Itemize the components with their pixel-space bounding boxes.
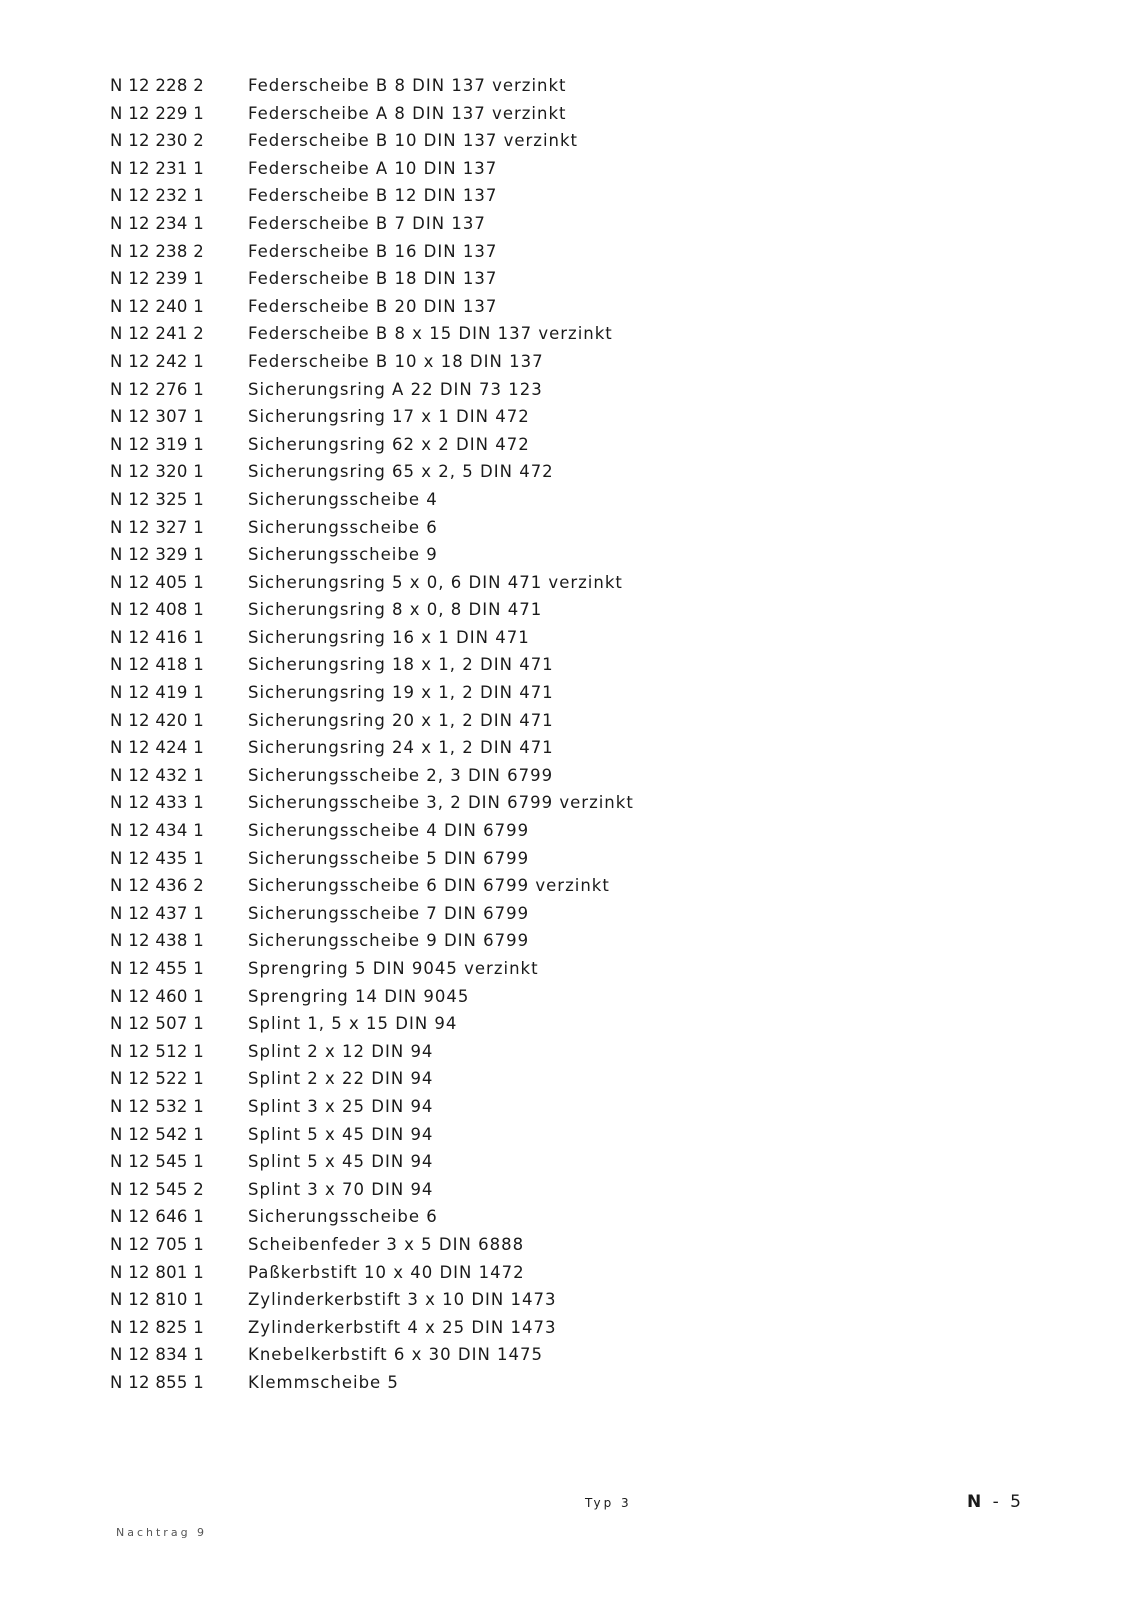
part-description: Sicherungsscheibe 4 DIN 6799 [248,821,530,841]
list-item [110,541,810,569]
footer-supplement: Nachtrag 9 [116,1526,208,1539]
part-description: Sprengring 5 DIN 9045 verzinkt [248,959,539,978]
list-item [110,1286,810,1314]
list-item [110,1010,810,1038]
part-number: N 12 460 1 [110,986,205,1006]
list-item [110,210,810,238]
part-description: Sicherungsring 19 x 1, 2 DIN 471 [248,683,554,703]
list-item [110,155,810,183]
part-description: Splint 2 x 12 DIN 94 [248,1041,434,1061]
part-number: N 12 435 1 [110,848,205,868]
list-item [110,1203,810,1231]
part-description: Federscheibe B 16 DIN 137 [248,241,498,261]
list-item [110,293,810,321]
part-description: Splint 1, 5 x 15 DIN 94 [248,1014,458,1034]
part-description: Klemmscheibe 5 [248,1372,399,1392]
parts-list [110,72,810,1397]
part-number: N 12 238 2 [110,241,205,261]
part-description: Federscheibe A 10 DIN 137 [248,158,498,178]
part-number: N 12 545 2 [110,1179,205,1199]
part-description: Sicherungsring 5 x 0, 6 DIN 471 verzinkt [248,572,623,592]
list-item [110,403,810,431]
part-description: Sicherungsring 65 x 2, 5 DIN 472 [248,462,554,482]
part-description: Sicherungsring 17 x 1 DIN 472 [248,407,530,427]
list-item [110,845,810,873]
list-item [110,238,810,266]
part-description: Sicherungsscheibe 9 [248,545,438,565]
part-description: Federscheibe B 12 DIN 137 [248,186,498,206]
part-description: Splint 5 x 45 DIN 94 [248,1124,434,1144]
part-number: N 12 319 1 [110,434,205,454]
part-description: Sicherungsscheibe 3, 2 DIN 6799 verzinkt [248,793,634,813]
part-description: Federscheibe B 7 DIN 137 [248,213,486,233]
part-number: N 12 825 1 [110,1317,205,1337]
list-item [110,569,810,597]
part-description: Knebelkerbstift 6 x 30 DIN 1475 [248,1345,544,1365]
part-number: N 12 418 1 [110,655,205,675]
list-item [110,127,810,155]
part-number: N 12 438 1 [110,931,205,951]
part-description: Sprengring 14 DIN 9045 [248,986,470,1006]
part-description: Federscheibe B 20 DIN 137 [248,296,498,316]
list-item [110,1231,810,1259]
part-description: Sicherungsscheibe 2, 3 DIN 6799 [248,765,554,785]
part-number: N 12 420 1 [110,710,205,730]
part-number: N 12 242 1 [110,351,205,371]
part-description: Federscheibe B 18 DIN 137 [248,269,498,289]
list-item [110,707,810,735]
part-description: Sicherungsscheibe 6 [248,1207,438,1227]
list-item [110,596,810,624]
list-item [110,72,810,100]
part-number: N 12 455 1 [110,959,205,978]
list-item [110,1259,810,1287]
list-item [110,182,810,210]
list-item [110,348,810,376]
part-description: Sicherungsring 8 x 0, 8 DIN 471 [248,600,543,620]
part-description: Federscheibe B 10 x 18 DIN 137 [248,351,544,371]
part-description: Sicherungsring 62 x 2 DIN 472 [248,434,530,454]
part-number: N 12 424 1 [110,738,205,758]
list-item [110,1093,810,1121]
part-number: N 12 228 2 [110,76,205,95]
list-item [110,1148,810,1176]
part-number: N 12 542 1 [110,1124,205,1144]
part-description: Sicherungsring A 22 DIN 73 123 [248,379,543,399]
part-description: Sicherungsscheibe 9 DIN 6799 [248,931,530,951]
part-number: N 12 239 1 [110,269,205,289]
list-item [110,983,810,1011]
list-item [110,817,810,845]
list-item [110,458,810,486]
part-number: N 12 276 1 [110,379,205,399]
part-number: N 12 230 2 [110,131,205,151]
list-item [110,100,810,128]
list-item [110,1369,810,1397]
part-number: N 12 437 1 [110,903,205,923]
list-item [110,872,810,900]
list-item [110,900,810,928]
part-description: Splint 3 x 70 DIN 94 [248,1179,434,1199]
list-item [110,1314,810,1342]
list-item [110,514,810,542]
part-number: N 12 307 1 [110,407,205,427]
list-item [110,376,810,404]
list-item [110,1176,810,1204]
part-description: Sicherungsscheibe 6 DIN 6799 verzinkt [248,876,610,896]
part-description: Sicherungsring 18 x 1, 2 DIN 471 [248,655,554,675]
part-number: N 12 436 2 [110,876,205,896]
part-number: N 12 329 1 [110,545,205,565]
part-description: Zylinderkerbstift 4 x 25 DIN 1473 [248,1317,557,1337]
part-description: Scheibenfeder 3 x 5 DIN 6888 [248,1234,525,1254]
part-number: N 12 432 1 [110,765,205,785]
part-number: N 12 325 1 [110,489,205,509]
part-description: Federscheibe B 8 DIN 137 verzinkt [248,76,567,95]
part-number: N 12 801 1 [110,1262,205,1282]
list-item [110,624,810,652]
part-number: N 12 433 1 [110,793,205,813]
part-description: Sicherungsring 20 x 1, 2 DIN 471 [248,710,554,730]
part-description: Sicherungsscheibe 7 DIN 6799 [248,903,530,923]
part-description: Federscheibe A 8 DIN 137 verzinkt [248,103,567,123]
part-number: N 12 231 1 [110,158,205,178]
part-number: N 12 229 1 [110,103,205,123]
part-number: N 12 419 1 [110,683,205,703]
part-number: N 12 405 1 [110,572,205,592]
part-description: Splint 2 x 22 DIN 94 [248,1069,434,1089]
list-item [110,486,810,514]
list-item [110,265,810,293]
part-description: Sicherungsscheibe 5 DIN 6799 [248,848,530,868]
list-item [110,651,810,679]
list-item [110,1121,810,1149]
part-number: N 12 434 1 [110,821,205,841]
list-item [110,320,810,348]
part-number: N 12 834 1 [110,1345,205,1365]
list-item [110,762,810,790]
part-number: N 12 408 1 [110,600,205,620]
part-description: Splint 5 x 45 DIN 94 [248,1152,434,1172]
footer-type-label: Typ 3 [585,1496,632,1510]
list-item [110,927,810,955]
part-number: N 12 327 1 [110,517,205,537]
list-item [110,431,810,459]
part-description: Federscheibe B 10 DIN 137 verzinkt [248,131,579,151]
part-description: Sicherungsscheibe 4 [248,489,438,509]
list-item [110,679,810,707]
part-number: N 12 646 1 [110,1207,205,1227]
part-description: Federscheibe B 8 x 15 DIN 137 verzinkt [248,324,613,344]
page-prefix: N [967,1492,985,1512]
part-number: N 12 507 1 [110,1014,205,1034]
part-number: N 12 545 1 [110,1152,205,1172]
list-item [110,955,810,983]
list-item [110,789,810,817]
part-number: N 12 234 1 [110,213,205,233]
part-description: Sicherungsring 16 x 1 DIN 471 [248,627,530,647]
list-item [110,734,810,762]
footer-page-number [967,1492,1024,1512]
part-description: Paßkerbstift 10 x 40 DIN 1472 [248,1262,525,1282]
part-description: Splint 3 x 25 DIN 94 [248,1096,434,1116]
part-description: Sicherungsscheibe 6 [248,517,438,537]
page-number: - 5 [992,1492,1024,1512]
part-number: N 12 416 1 [110,627,205,647]
part-number: N 12 240 1 [110,296,205,316]
part-number: N 12 232 1 [110,186,205,206]
list-item [110,1038,810,1066]
list-item [110,1341,810,1369]
part-number: N 12 810 1 [110,1290,205,1310]
part-number: N 12 705 1 [110,1234,205,1254]
part-number: N 12 320 1 [110,462,205,482]
part-number: N 12 855 1 [110,1372,205,1392]
list-item [110,1065,810,1093]
part-description: Zylinderkerbstift 3 x 10 DIN 1473 [248,1290,557,1310]
part-number: N 12 241 2 [110,324,205,344]
part-description: Sicherungsring 24 x 1, 2 DIN 471 [248,738,554,758]
part-number: N 12 512 1 [110,1041,205,1061]
part-number: N 12 522 1 [110,1069,205,1089]
part-number: N 12 532 1 [110,1096,205,1116]
